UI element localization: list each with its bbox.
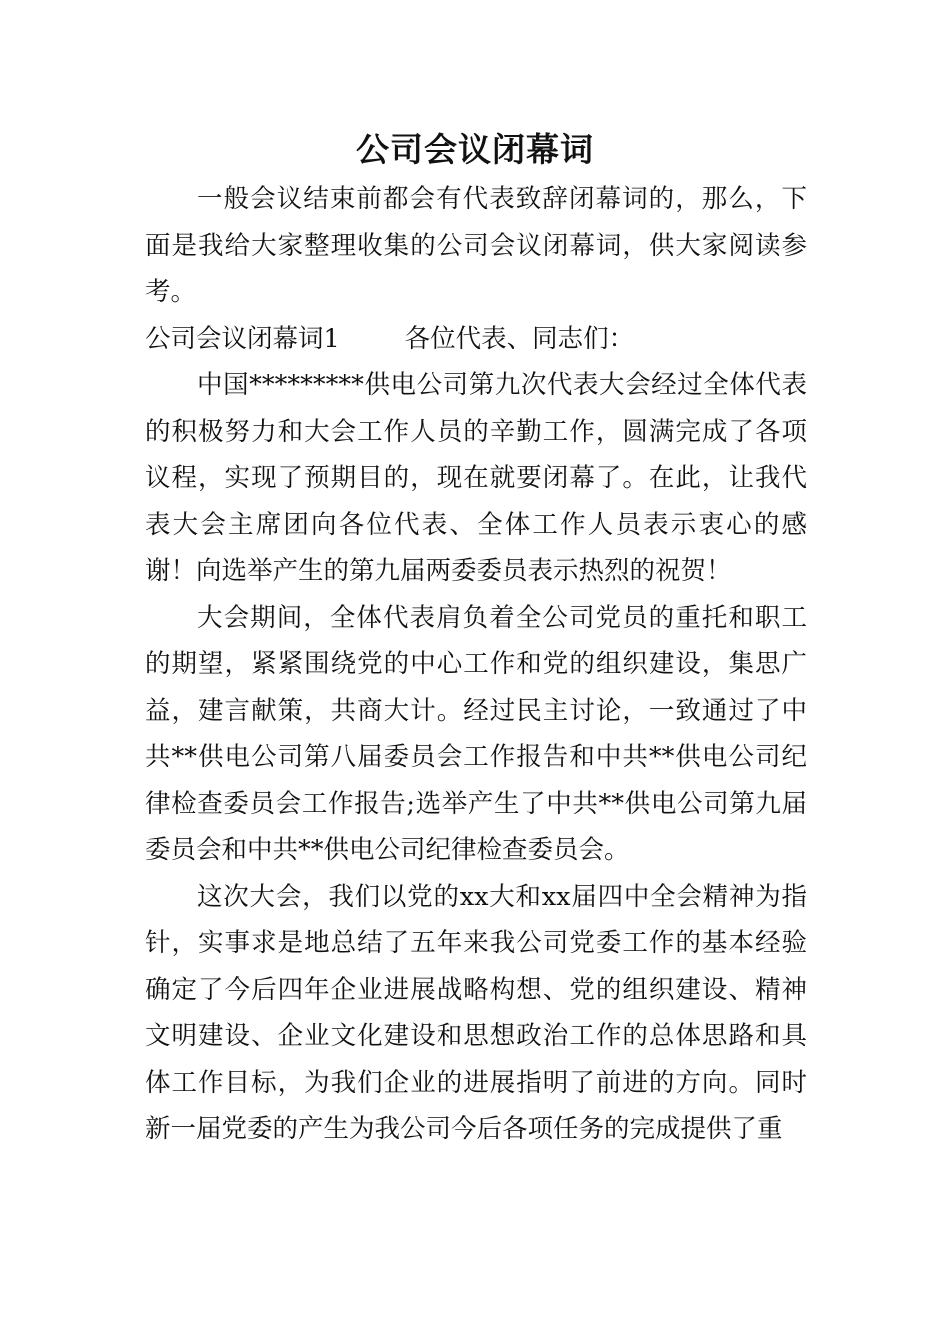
document-body [145,176,807,1153]
intro-paragraph: 一般会议结束前都会有代表致辞闭幕词的，那么，下面是我给大家整理收集的公司会议闭幕词，供大家阅读参考。 [145,184,807,307]
section-heading-line [145,316,807,363]
salutation: 各位代表、同志们： [404,323,635,354]
body-paragraph-2: 大会期间，全体代表肩负着全公司党员的重托和职工的期望，紧紧围绕党的中心工作和党的组织建设，集思广益，建言献策，共商大计。经过民主讨论，一致通过了中共**供电公司第八届委员会工作报告和中共**供电公司纪律检查委员会工作报告;选举产生了中共**供电公司第九届委员会和中共**供电公司纪律检查委员会。 [145,602,807,865]
body-paragraph-3: 这次大会，我们以党的xx大和xx届四中全会精神为指针，实事求是地总结了五年来我公司党委工作的基本经验确定了今后四年企业进展战略构想、党的组织建设、精神文明建设、企业文化建设和思想政治工作的总体思路和具体工作目标，为我们企业的进展指明了前进的方向。同时新一届党委的产生为我公司今后各项任务的完成提供了重 [145,881,807,1144]
document-title: 公司会议闭幕词 [356,130,594,169]
body-paragraph-1: 中国*********供电公司第九次代表大会经过全体代表的积极努力和大会工作人员的辛勤工作，圆满完成了各项议程，实现了预期目的，现在就要闭幕了。在此，让我代表大会主席团向各位代表、全体工作人员表示衷心的感谢！向选举产生的第九届两委委员表示热烈的祝贺！ [145,370,807,586]
section-heading: 公司会议闭幕词1 [145,323,340,354]
